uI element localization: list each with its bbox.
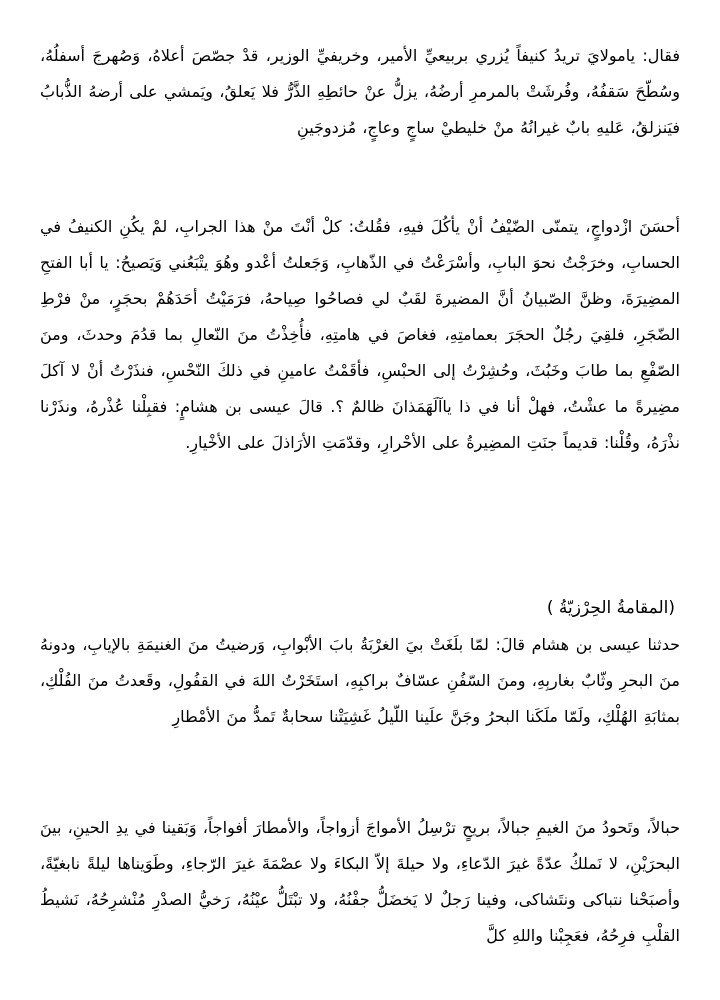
paragraph-bottom-1: حدثنا عيسى بن هشام قالَ: لمّا بلَغَتْ بيَ الغرْبَةُ بابَ الأبْوابِ، وَرضيتُ منَ الغنيمَةِ بالإيابِ، ودونهُ منَ البحرِ وثّابٌ بغاربِهِ، ومنَ السّفُنِ عسّافٌ براكبِهِ، استَخَرْتُ اللهَ في القفُولِ، وقَعدتُ منَ الفُلْكِ، بمثابَةِ الهُلْكِ، ولَمّا ملَكَنا البحرُ وجَنَّ علَينا اللّيلُ غَشِيَتْنا سحابةٌ تَمدُّ منَ الأمْطارِ [40,635,680,726]
paragraph-top-1: فقال: يامولايَ تريدُ كنيفاً يُزري بربيعيِّ الأمير، وخريفيِّ الوزير، قدْ جصّصَ أعلاهُ، وَصُهرجَ أسفلُهُ، وسُطّحَ سَقفُهُ، وفُرشَتْ بالمرمرِ أرضُهُ، يزلُّ عنْ حائطِهِ الذَّرُّ فلا يَعلقُ، ويَمشي على أرضهُ الذُّبابُ فيَنزلقُ، عَليهِ بابٌ غيرانُهُ منْ خليطيْ ساجٍ وعاجٍ، مُزدوجَينِ [40,46,680,137]
paragraph-bottom-2: حبالاً، وتَحودُ منَ الغيمِ جبالاً، بريحٍ ترْسِلُ الأمواجَ أزواجاً، والأمطارَ أفواجاً، وَبَقينا في يدِ الحينِ، بينَ البحرَيْنِ، لا نَملكُ عدّةً غيرَ الدّعاءِ، ولا حيلةَ إلاّ البكاءَ ولا عصْمَةَ غيرَ الرّجاءِ، وطَوَيناها ليلةً نابغيّةً، وأصبَحْنا نتباكى ونتَشاكى، وفينا رَجلٌ لا يَخضَلُّ جفْنُهُ، ولا تبْتَلُّ عيْنُهُ، رَخيُّ الصدْرِ مُنْشرِحُهُ، نَشيطُ القلْبِ فرِحُهُ، فعَجِبْنا واللهِ كلَّ [40,818,680,945]
paragraph-top-2: أحسَنَ ازْدواجٍ، يتمنّى الضّيْفُ أنْ يأكُلَ فيهِ، فقُلتُ: كلْ أنْتَ منْ هذا الجرابِ، لمْ يكُنِ الكنيفُ في الحسابِ، وخرَجْتُ نحوَ البابِ، وأسْرَعْتُ في الذّهابِ، وَجَعلتُ أعْدو وهُوَ يتْبَعُني وَيَصيحُ: يا أبا الفتحِ المضِيرَةَ، وظنَّ الصّبيانُ أنَّ المضيرةَ لقَبٌ لي فصاحُوا صِياحهُ، فرَمَيْتُ أحَدَهُمْ بحجَرٍ، منْ فرْطِ الضّجَرِ، فلقِيَ رجُلٌ الحجَرَ بعمامتِهِ، فغاصَ في هامتِهِ، فأُخِذْتُ منَ النّعالِ بما قدُمَ وحدثَ، ومنَ الصّفْعِ بما طابَ وخَبُثَ، وحُشِرْتُ إلى الحبْسِ، فأقَمْتُ عامينِ في ذلكَ النّحْسِ، فنذَرْتُ أنْ لا آكلَ مضِيرةً ما عشْتُ، فهلْ أنا في ذا ياآلَهَمَذانَ ظالمٌ ؟. قالَ عيسى بن هشامٍ: فقبِلْنا عُذْرهُ، ونذَرْنا نذْرَهُ، وقُلْنا: قديماً جنَتِ المضِيرةُ على الأحْرارِ، وقدّمَتِ الأرَاذلَ على الأخْيارِ. [40,217,680,452]
section-title: (المقامةُ الحِرْزيّةُ ) [546,598,675,618]
